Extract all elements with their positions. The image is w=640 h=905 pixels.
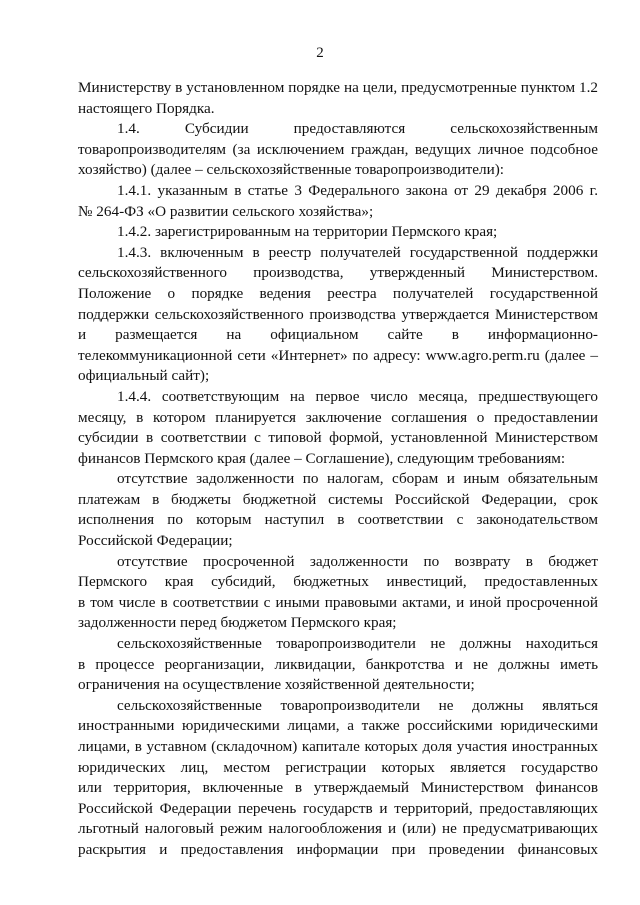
text-line: ограничения на осуществление хозяйственной деятельности; — [78, 676, 475, 694]
text-line: хозяйство) (далее – сельскохозяйственные товаропроизводители): — [78, 161, 504, 179]
text-line: № 264-ФЗ «О развитии сельского хозяйства»; — [78, 202, 374, 220]
text-line: в процессе реорганизации, ликвидации, банкротства и не должны иметь — [78, 655, 598, 673]
text-line: месяцу, в котором планируется заключение соглашения о предоставлении — [78, 408, 598, 426]
text-line: в том числе в соответствии с иными правовыми актами, и иной просроченной — [78, 593, 598, 611]
text-line: Министерству в установленном порядке на цели, предусмотренные пунктом 1.2 — [78, 79, 598, 96]
text-line: исполнения по которым наступил в соответствии с законодательством — [78, 511, 598, 529]
text-line: платежам в бюджеты бюджетной системы Российской Федерации, срок — [78, 490, 598, 508]
text-line: льготный налоговый режим налогообложения и (или) не предусматривающих — [78, 820, 598, 838]
text-line: Пермского края субсидий, бюджетных инвестиций, предоставленных — [78, 573, 598, 591]
text-line: сельскохозяйственные товаропроизводители не должны находиться — [117, 635, 598, 653]
text-line: официальный сайт); — [78, 367, 210, 385]
text-line: отсутствие просроченной задолженности по возврату в бюджет — [117, 552, 598, 570]
document-body — [78, 78, 598, 861]
text-line: отсутствие задолженности по налогам, сборам и иным обязательным — [117, 470, 598, 488]
text-line: иностранными юридическими лицами, а также российскими юридическими — [78, 717, 598, 735]
text-line: 1.4.4. соответствующим на первое число месяца, предшествующего — [117, 387, 598, 405]
text-line: Российской Федерации; — [78, 532, 233, 550]
text-line: сельскохозяйственного производства, утвержденный Министерством. — [78, 264, 598, 282]
text-line: юридических лиц, местом регистрации которых является государство — [78, 758, 598, 776]
text-line: субсидии в соответствии с типовой формой, установленной Министерством — [78, 429, 598, 447]
text-line: раскрытия и предоставления информации при проведении финансовых — [78, 840, 598, 858]
page-number: 2 — [316, 45, 324, 61]
text-line: задолженности перед бюджетом Пермского края; — [78, 614, 397, 632]
text-line: 1.4. Субсидии предоставляются сельскохозяйственным — [117, 120, 598, 138]
text-line: товаропроизводителям (за исключением граждан, ведущих личное подсобное — [78, 140, 598, 158]
text-line: настоящего Порядка. — [78, 99, 215, 117]
text-line: поддержки сельскохозяйственного производства утверждается Министерством — [78, 305, 598, 323]
text-line: и размещается на официальном сайте в информационно- — [78, 326, 598, 344]
text-line: Положение о порядке ведения реестра получателей государственной — [78, 284, 598, 302]
text-line: телекоммуникационной сети «Интернет» по адресу: www.agro.perm.ru (далее – — [78, 346, 598, 364]
text-line: сельскохозяйственные товаропроизводители не должны являться — [117, 696, 598, 714]
text-line: Российской Федерации перечень государств и территорий, предоставляющих — [78, 799, 598, 817]
text-line: 1.4.2. зарегистрированным на территории Пермского края; — [117, 223, 498, 241]
text-line: 1.4.1. указанным в статье 3 Федерального закона от 29 декабря 2006 г. — [117, 181, 598, 199]
text-line: лицами, в уставном (складочном) капитале которых доля участия иностранных — [78, 738, 598, 755]
text-line: финансов Пермского края (далее – Соглашение), следующим требованиям: — [78, 449, 566, 467]
text-line: или территория, включенные в утверждаемый Министерством финансов — [78, 779, 598, 797]
text-line: 1.4.3. включенным в реестр получателей государственной поддержки — [117, 243, 598, 261]
